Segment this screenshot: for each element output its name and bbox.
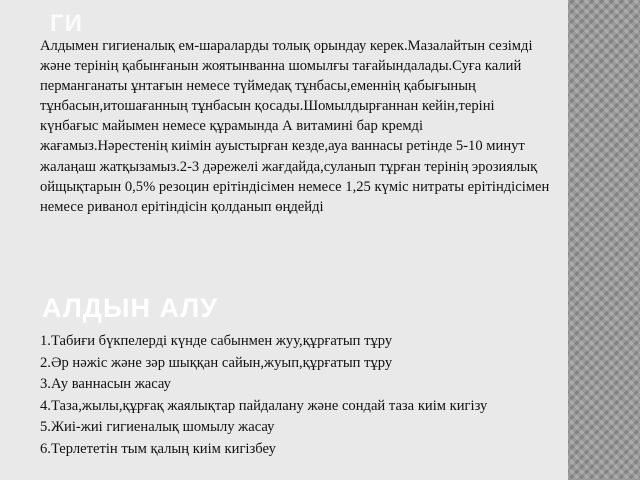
decorative-pattern-sidebar bbox=[568, 0, 640, 480]
list-item: 2.Әр нәжіс және зәр шыққан сайын,жуып,құрғатып тұру bbox=[40, 354, 393, 371]
list-item: 5.Жиі-жиі гигиеналық шомылу жасау bbox=[40, 419, 275, 435]
list-item: 4.Таза,жылы,құрғақ жаялықтар пайдалану және сондай таза киім кигізу bbox=[40, 397, 488, 414]
list-item: 3.Ау ваннасын жасау bbox=[40, 376, 171, 392]
list-item: 1.Табиғи бүкпелерді күнде сабынмен жуу,құрғатып тұру bbox=[40, 333, 393, 349]
list-item: 6.Терлететін тым қалың киім кигізбеу bbox=[40, 440, 276, 457]
treatment-paragraph: Алдымен гигиеналық ем-шараларды толық орындау керек.Мазалайтын сезімді және терінің қабынғанын жоятынванна шомылғы тағайындалады.Суға калий перманганаты ұнтағын немесе түймедақ тұнбасы,еменнің қабығының тұнбасын,итошағанның тұнбасын қосады.Шомылдырғаннан кейін,теріні күнбағыс майымен немесе құрамында А витамині бар кремді жағамыз.Нәрестенің киімін ауыстырған кезде,ауа ваннасы ретінде 5-10 минут жалаңаш жатқызамыз.2-3 дәрежелі жағдайда,суланып тұрған терінің эрозиялық ойщықтарын 0,5% резоцин ерітіндісімен немесе 1,25 күміс нитраты ерітіндісімен немесе риванол ерітіндісін қолданып өңдейді bbox=[40, 38, 550, 215]
slide-top-heading: ГИ bbox=[50, 10, 83, 37]
prevention-list bbox=[40, 331, 560, 460]
section-heading-prevention: АЛДЫН АЛУ bbox=[42, 293, 219, 323]
